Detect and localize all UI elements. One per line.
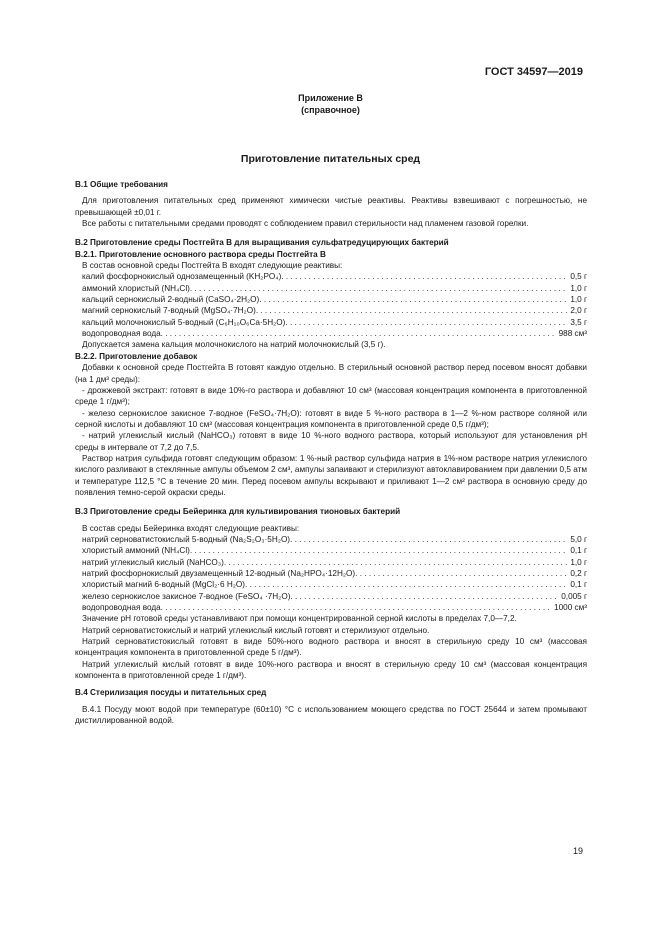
subsection-heading-b22: В.2.2. Приготовление добавок [75,351,198,361]
reagent-list-postgate [75,271,587,339]
section-heading-b3: В.3 Приготовление среды Бейеринка для культивирования тионовых бактерий [75,507,401,517]
paragraph: Натрий серноватистокислый готовят в виде 50%-ного водного раствора и вносят в стерильную среду 10 см³ (массовая концентрация компонента в приготовленной среде 5 г/дм³). [75,637,587,658]
list-item: водопроводная вода . . . 988 см³ [75,328,587,339]
paragraph: В.4.1 Посуду моют водой при температуре (60±10) °С с использованием моющего средства по ГОСТ 25644 и затем промывают дистиллированной водой. [75,704,587,726]
paragraph: В состав основной среды Постгейта В входят следующие реактивы: [82,261,343,271]
section-heading-b2: В.2 Приготовление среды Постгейта В для выращивания сульфатредуцирующих бактерий [75,238,449,248]
document-body [75,179,587,726]
section-heading-b4: В.4 Стерилизация посуды и питательных сред [75,688,267,698]
paragraph: Для приготовления питательных сред применяют химически чистые реактивы. Реактивы взвешивают с погрешностью, не превышающей ±0,01 г. [75,196,587,217]
list-item: кальций молочнокислый 5-водный (C₆H₁₀O₆Ca·5H₂O) . . . 3,5 г [75,317,587,328]
page-number: 19 [572,846,583,856]
list-item: натрий углекислый кислый (NaHCO₃) . . . 1,0 г [75,557,587,568]
paragraph: - железо сернокислое закисное 7-водное (FeSO₄·7H₂O): готовят в виде 5 %-ного раствора в 1—2 %-ном растворе соляной или серной кислоты и добавляют 10 см³ (массовая концентрация компонента в приготовленной среде 0,5 г/дм³); [75,408,587,429]
list-item: натрий серноватистокислый 5-водный (Na₂S₂O₃·5H₂O) . . . 5,0 г [75,534,587,545]
list-item: водопроводная вода . . . 1000 см³ [75,602,587,613]
list-item: магний сернокислый 7-водный (MgSO₄·7H₂O) . . . 2,0 г [75,305,587,316]
paragraph: Все работы с питательными средами проводят с соблюдением правил стерильности над пламенем газовой горелки. [82,219,529,229]
paragraph: Натрий серноватистокислый и натрий углекислый кислый готовят и стерилизуют отдельно. [82,625,430,635]
list-item: хлористый магний 6-водный (MgCl₂·6 H₂O) . . . 0,1 г [75,579,587,590]
list-item: калий фосфорнокислый однозамещенный (KH₂PO₄) . . . 0,5 г [75,271,587,282]
standard-header: ГОСТ 34597—2019 [484,66,583,78]
annex-title: Приложение В [298,93,363,103]
paragraph: Раствор натрия сульфида готовят следующим образом: 1 %-ный раствор сульфида натрия в 1%-ном растворе натрия углекислого кислого разливают в стеклянные ампулы объемом 2 см³, ампулы запаивают и стерилизуют автоклавированием при давлении 0,5 атм и температуре 112,5 °С в течение 20 мин. Перед посевом ампулы вскрывают и приливают 1—2 см² раствора в основную среду до появления темно-серой окраски среды. [75,453,587,497]
paragraph: Допускается замена кальция молочнокислого на натрий молочнокислый (3,5 г). [82,340,386,350]
paragraph: В состав среды Бейеринка входят следующие реактивы: [82,523,300,533]
paragraph: Натрий углекислый кислый готовят в виде 10%-ного раствора и вносят в стерильную среду 10 см³ (массовая концентрация компонента в приготовленной среде 1 г/дм³). [75,659,587,681]
paragraph: Добавки к основной среде Постгейта В готовят каждую отдельно. В стерильный основной раствор перед посевом вносят добавки (на 1 дм³ среды): [75,363,587,384]
list-item: хлористый аммоний (NH₄Cl) . . . 0,1 г [75,545,587,556]
subsection-heading-b21: В.2.1. Приготовление основного раствора среды Постгейта В [75,249,326,259]
document-title: Приготовление питательных сред [240,153,421,165]
annex-block [0,92,661,116]
list-item: кальций сернокислый 2-водный (CaSO₄·2H₂O) . . . 1,0 г [75,294,587,305]
list-item: аммоний хлористый (NH₄Cl) . . . 1,0 г [75,283,587,294]
list-item: железо сернокислое закисное 7-водное (FeSO₄ ·7H₂O) . . . 0,005 г [75,591,587,602]
reagent-list-beijerinck [75,534,587,613]
annex-note: (справочное) [301,105,360,115]
paragraph: Значение pH готовой среды устанавливают при помощи концентрированной серной кислоты в пределах 7,0—7,2. [82,614,517,624]
paragraph: - натрий углекислый кислый (NaHCO₃) готовят в виде 10 %-ного водного раствора, который используют для установления pH среды в интервале от 7,2 до 7,5. [75,431,587,452]
section-heading-b1: В.1 Общие требования [75,180,168,189]
paragraph: - дрожжевой экстракт: готовят в виде 10%-го раствора и добавляют 10 см³ (массовая концентрация компонента в приготовленной среде 1 г/дм³); [75,385,587,407]
list-item: натрий фосфорнокислый двузамещенный 12-водный (Na₂HPO₄·12H₂O) . . . 0,2 г [75,568,587,579]
